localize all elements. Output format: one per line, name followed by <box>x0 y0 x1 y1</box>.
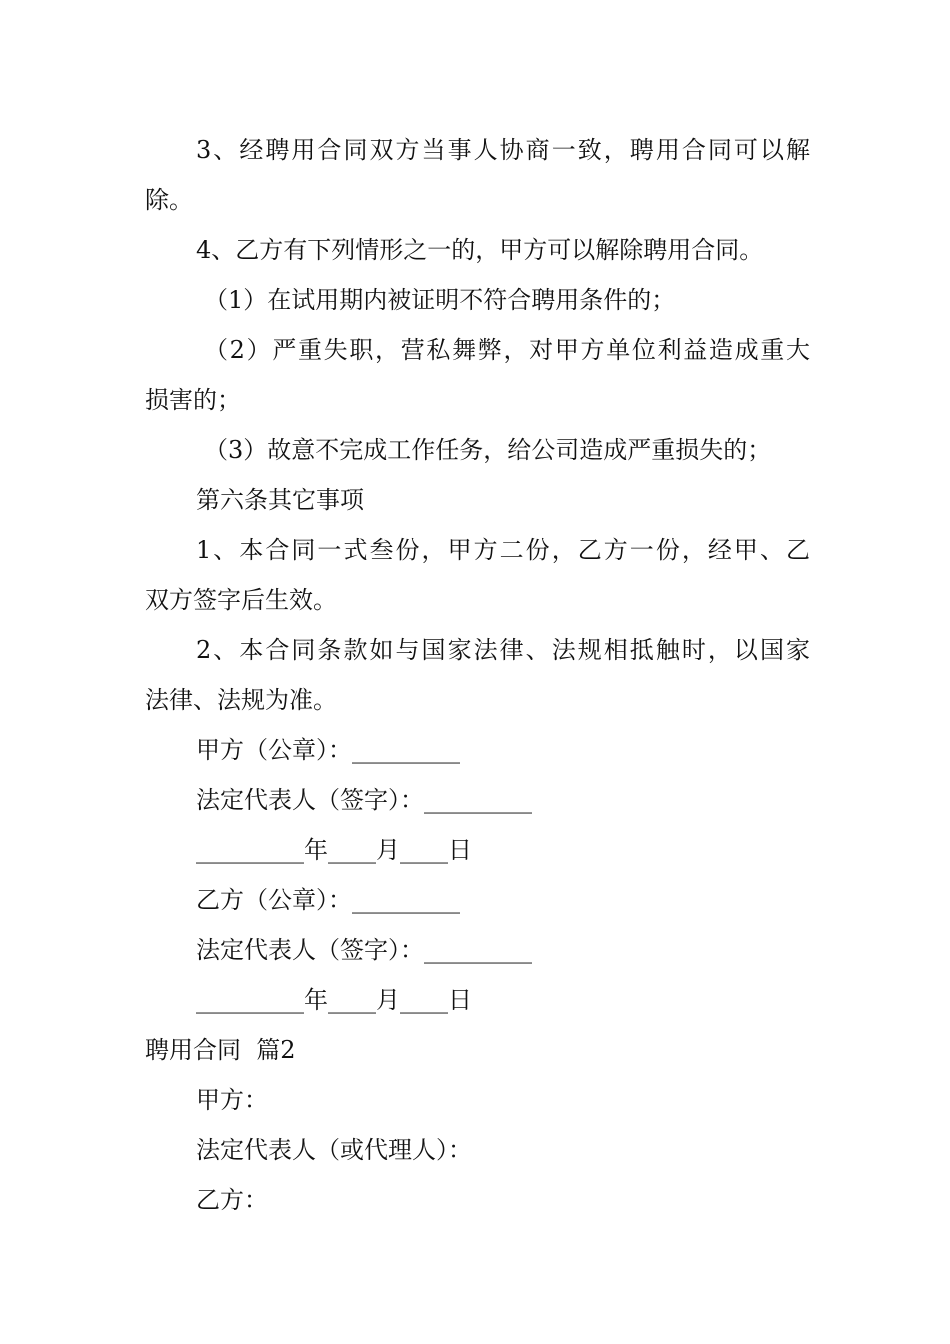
party-b-seal: 乙方（公章）：_________ <box>196 886 460 914</box>
article-6-item-2-line-1: 2、本合同条款如与国家法律、法规相抵触时，以国家 <box>196 636 810 664</box>
party-a-seal: 甲方（公章）：_________ <box>196 736 460 764</box>
clause-3-line-1: 3、经聘用合同双方当事人协商一致，聘用合同可以解 <box>196 136 810 164</box>
party-a-label: 甲方： <box>196 1086 268 1114</box>
party-b-date: _________年____月____日 <box>196 986 472 1014</box>
article-6-item-2-line-2: 法律、法规为准。 <box>145 686 337 714</box>
article-6-heading: 第六条其它事项 <box>196 486 364 514</box>
party-b-representative: 法定代表人（签字）：_________ <box>196 936 532 964</box>
legal-representative-label: 法定代表人（或代理人）： <box>196 1136 472 1164</box>
article-6-item-1-line-2: 双方签字后生效。 <box>145 586 337 614</box>
clause-4-item-2-line-2: 损害的； <box>145 386 241 414</box>
party-b-label: 乙方： <box>196 1186 268 1214</box>
clause-4: 4、乙方有下列情形之一的，甲方可以解除聘用合同。 <box>196 236 764 264</box>
clause-4-item-1: （1）在试用期内被证明不符合聘用条件的； <box>204 286 676 314</box>
party-a-representative: 法定代表人（签字）：_________ <box>196 786 532 814</box>
party-a-date: _________年____月____日 <box>196 836 472 864</box>
clause-4-item-3: （3）故意不完成工作任务，给公司造成严重损失的； <box>204 436 772 464</box>
clause-4-item-2-line-1: （2）严重失职，营私舞弊，对甲方单位利益造成重大 <box>204 336 810 364</box>
article-6-item-1-line-1: 1、本合同一式叁份，甲方二份，乙方一份，经甲、乙 <box>196 536 810 564</box>
clause-3-line-2: 除。 <box>145 186 193 214</box>
section-title: 聘用合同 篇2 <box>145 1036 296 1064</box>
